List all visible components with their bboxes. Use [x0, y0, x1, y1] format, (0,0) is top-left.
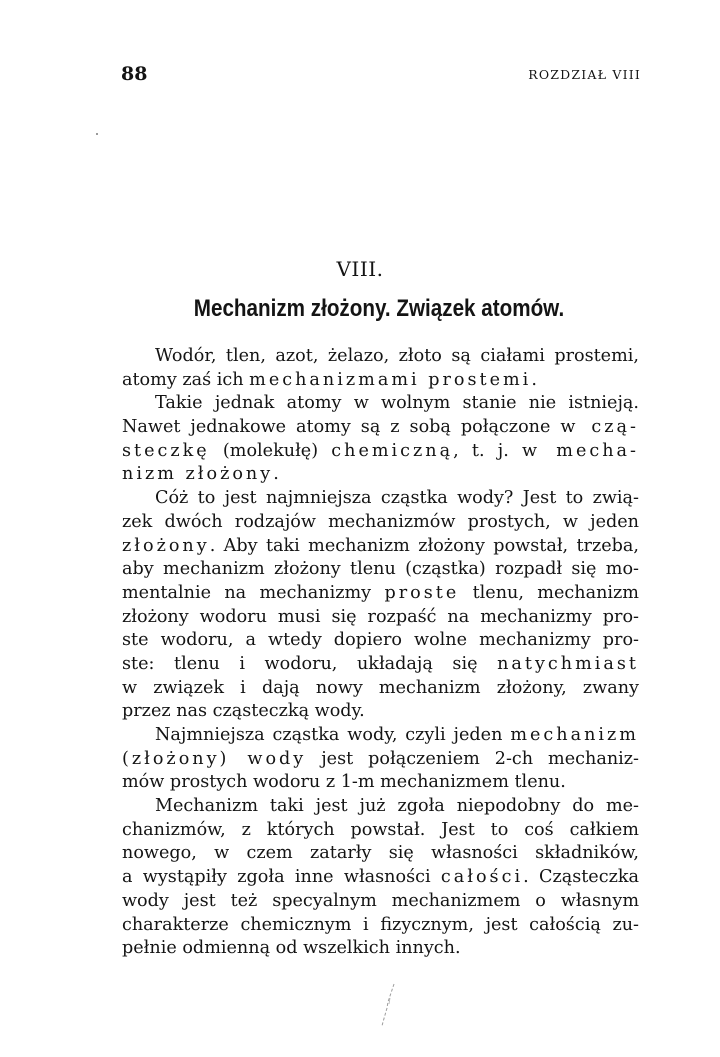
text-line — [122, 914, 639, 938]
spaced-emphasis: nizm złożony — [122, 464, 274, 485]
text-line — [122, 463, 639, 487]
text-line — [122, 511, 639, 535]
spaced-emphasis: steczkę — [122, 440, 210, 461]
text-line — [122, 369, 639, 393]
spaced-emphasis: mechanizmami prostemi — [249, 369, 532, 390]
page-speck — [96, 133, 98, 135]
pencil-mark — [378, 982, 398, 1028]
text-run: charakterze chemicznym i fizycznym, jest całością zu- — [122, 914, 639, 935]
page-number: 88 — [121, 63, 148, 85]
text-line — [122, 582, 639, 606]
text-run: złożony wodoru musi się rozpaść na mechanizmy pro- — [122, 606, 639, 627]
text-run: atomy zaś ich — [122, 369, 250, 390]
text-line — [122, 558, 639, 582]
text-line — [122, 748, 639, 772]
text-run: chanizmów, z których powstał. Jest to coś całkiem — [122, 819, 639, 840]
text-line — [122, 724, 639, 748]
text-run: nowego, w czem zatarły się własności składników, — [122, 843, 639, 864]
text-run: Najmniejsza cząstka wody, czyli jeden — [155, 725, 511, 745]
text-run: Wodór, tlen, azot, żelazo, złoto są ciałami prostemi, — [155, 346, 639, 366]
text-run: tlenu, mechanizm — [459, 582, 639, 603]
text-run: mentalnie na mechanizmy — [122, 582, 385, 603]
text-run: , t. j. — [453, 440, 523, 461]
text-run: mów prostych wodoru z 1-m mechanizmem tlenu. — [122, 772, 566, 793]
text-line — [122, 771, 639, 795]
text-line — [122, 487, 639, 511]
spaced-emphasis: złożony — [122, 535, 210, 556]
text-line — [122, 606, 639, 630]
spaced-emphasis: całości — [440, 867, 524, 888]
text-line — [122, 819, 639, 843]
text-line — [122, 677, 639, 701]
text-run: . — [273, 464, 279, 485]
spaced-emphasis: proste — [384, 582, 460, 603]
text-run: Nawet jednakowe atomy są z sobą połączone — [122, 417, 561, 438]
text-line — [122, 937, 639, 961]
text-run: a wystąpiły zgoła inne własności — [122, 867, 441, 888]
text-line — [122, 653, 639, 677]
spaced-emphasis: w mecha- — [522, 440, 639, 461]
text-run: zek dwóch rodzajów mechanizmów prostych, w jeden — [122, 511, 639, 532]
running-head: ROZDZIAŁ VIII — [528, 67, 641, 82]
text-line — [122, 842, 639, 866]
text-run: ste wodoru, a wtedy dopiero wolne mechanizmy pro- — [122, 630, 639, 651]
text-run: aby mechanizm złożony tlenu (cząstka) rozpadł się mo- — [122, 559, 639, 580]
text-line — [122, 866, 639, 890]
text-line — [122, 416, 639, 440]
spaced-emphasis: mechanizm — [510, 725, 639, 745]
text-run: Mechanizm taki jest już zgoła niepodobny do me- — [155, 796, 639, 817]
text-run: wody jest też specyalnym mechanizmem o własnym — [122, 890, 639, 911]
text-run: Takie jednak atomy w wolnym stanie nie istnieją. — [155, 393, 639, 414]
chapter-title: Mechanizm złożony. Związek atomów. — [193, 295, 565, 322]
text-line — [122, 795, 639, 819]
spaced-emphasis: (złożony) wody — [122, 748, 307, 769]
chapter-number: VIII. — [336, 257, 384, 281]
text-line — [122, 535, 639, 559]
body-text — [122, 345, 639, 961]
text-run: Cóż to jest najmniejsza cząstka wody? Jest to zwią- — [155, 488, 639, 509]
text-line — [122, 700, 639, 724]
text-run: . — [531, 369, 537, 390]
text-line — [122, 392, 639, 416]
spaced-emphasis: natychmiast — [497, 653, 639, 674]
text-run: jest połączeniem 2-ch mechaniz- — [306, 748, 639, 769]
text-line — [122, 890, 639, 914]
text-line — [122, 440, 639, 464]
text-run: przez nas cząsteczką wody. — [122, 701, 365, 722]
text-line — [122, 345, 639, 369]
text-run: pełnie odmienną od wszelkich innych. — [122, 938, 461, 959]
text-line — [122, 629, 639, 653]
text-run: . Aby taki mechanizm złożony powstał, trzeba, — [209, 535, 639, 556]
text-run: w związek i dają nowy mechanizm złożony, zwany — [122, 677, 639, 698]
text-run: (molekułę) — [209, 440, 332, 461]
spaced-emphasis: chemiczną — [331, 440, 454, 461]
spaced-emphasis: w czą- — [560, 417, 639, 438]
text-run: . Cząsteczka — [523, 867, 639, 888]
text-run: ste: tlenu i wodoru, układają się — [122, 653, 498, 674]
